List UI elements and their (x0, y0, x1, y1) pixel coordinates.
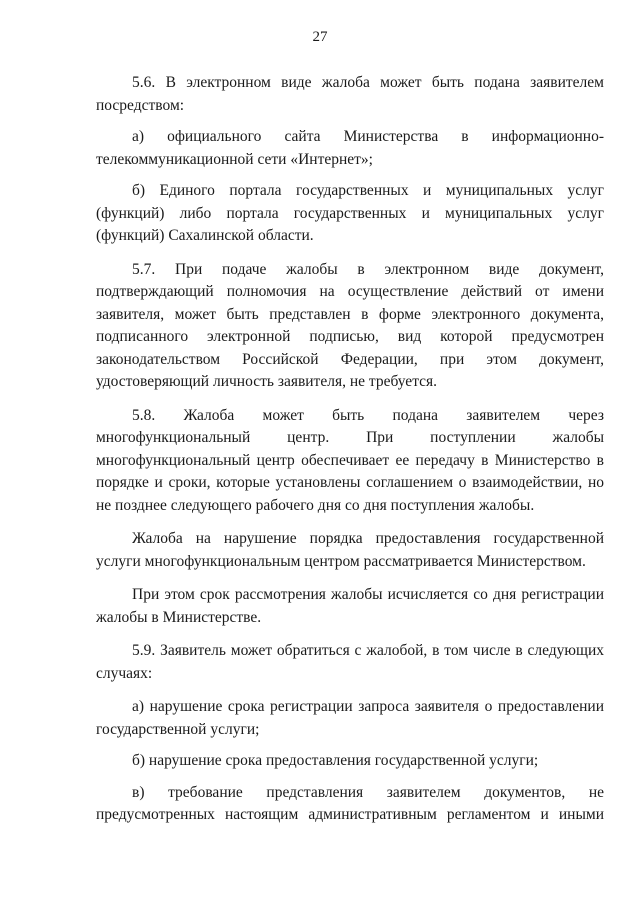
paragraph-5-6: 5.6. В электронном виде жалоба может быть подана заявителем посредством: (96, 74, 604, 114)
paragraph-5-9-v: в) требование представления заявителем документов, не предусмотренных настоящим административным регламентом и иными (96, 783, 604, 823)
paragraph-5-7: 5.7. При подаче жалобы в электронном виде документ, подтверждающий полномочия на осуществление действий от имени заявителя, может быть представлен в форме электронного документа, подписанного электронной подписью, вид которой предусмотрен законодательством Российской Федерации, при этом документ, удостоверяющий личность заявителя, не требуется. (96, 260, 604, 390)
paragraph-review-period: При этом срок рассмотрения жалобы исчисляется со дня регистрации жалобы в Министерстве. (96, 586, 604, 626)
paragraph-5-9-a: а) нарушение срока регистрации запроса заявителя о предоставлении государственной услуги; (96, 698, 604, 738)
paragraph-5-9-b: б) нарушение срока предоставления государственной услуги; (132, 752, 539, 769)
paragraph-5-6-b: б) Единого портала государственных и муниципальных услуг (функций) либо портала государственных и муниципальных услуг (функций) Сахалинской области. (96, 182, 604, 244)
paragraph-mfc-complaint: Жалоба на нарушение порядка предоставления государственной услуги многофункциональным центром рассматривается Министерством. (96, 530, 604, 570)
page-number: 27 (312, 29, 328, 45)
paragraph-5-8: 5.8. Жалоба может быть подана заявителем через многофункциональный центр. При поступлении жалобы многофункциональный центр обеспечивает ее передачу в Министерство в порядке и сроки, которые установлены соглашением о взаимодействии, но не позднее следующего рабочего дня со дня поступления жалобы. (96, 406, 604, 514)
paragraph-5-9: 5.9. Заявитель может обратиться с жалобой, в том числе в следующих случаях: (96, 642, 604, 682)
document-body (96, 72, 604, 827)
paragraph-5-6-a: а) официального сайта Министерства в информационно-телекоммуникационной сети «Интернет»; (96, 128, 604, 168)
